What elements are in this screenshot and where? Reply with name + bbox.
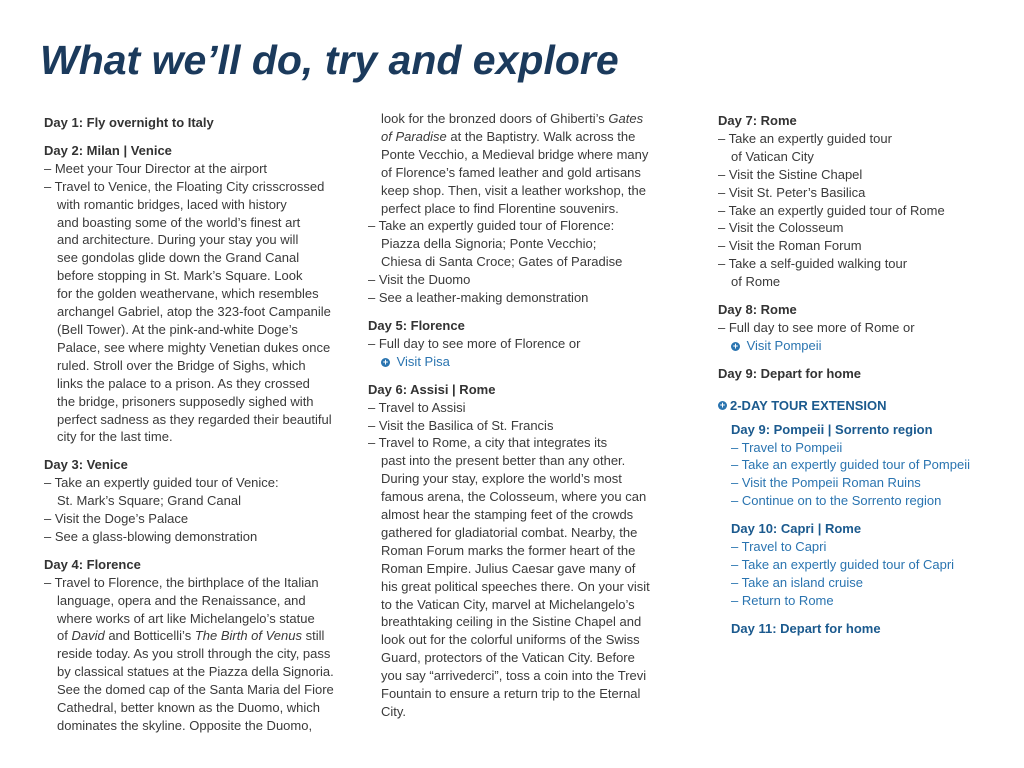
- itinerary-line: – Take an expertly guided tour of Rome: [718, 202, 945, 218]
- artwork-title: The Birth of Venus: [194, 628, 302, 644]
- itinerary-line: you say “arrivederci”, toss a coin into the Trevi: [381, 668, 647, 684]
- itinerary-line: perfect place to find Florentine souvenirs.: [381, 200, 619, 216]
- itinerary-line: with romantic bridges, laced with history: [57, 196, 287, 212]
- plus-circle-icon: +: [719, 400, 726, 411]
- itinerary-line: of Florence’s famed leather and gold artisans: [381, 164, 641, 180]
- artwork-title: Gates: [608, 111, 644, 126]
- itinerary-line: – Take an expertly guided tour: [718, 130, 892, 146]
- itinerary-column-2: [368, 110, 668, 721]
- artwork-title: of Paradise: [381, 128, 447, 144]
- extension-line: – Return to Rome: [731, 592, 834, 608]
- itinerary-line: – Visit the Sistine Chapel: [718, 166, 863, 182]
- plus-circle-icon: +: [732, 340, 739, 351]
- itinerary-line: – Full day to see more of Florence or: [368, 335, 581, 351]
- itinerary-line: Palace, see where mighty Venetian dukes once: [57, 339, 331, 355]
- itinerary-line: the bridge, prisoners supposedly sighed with: [57, 393, 314, 409]
- itinerary-line: – Visit the Basilica of St. Francis: [368, 417, 554, 433]
- itinerary-line: and boasting some of the world’s finest art: [57, 214, 301, 230]
- optional-excursion: [368, 353, 668, 371]
- tour-extension-heading: [718, 397, 998, 415]
- plus-circle-icon: +: [382, 356, 389, 367]
- itinerary-line: of Vatican City: [731, 148, 814, 164]
- itinerary-line: – Visit the Duomo: [368, 272, 471, 288]
- itinerary-line: – Travel to Rome, a city that integrates its: [368, 435, 608, 451]
- line-text: look for the bronzed doors of Ghiberti’s: [381, 111, 609, 126]
- itinerary-column-1: [44, 114, 359, 735]
- itinerary-line: city for the last time.: [57, 429, 173, 445]
- line-text: and Botticelli’s: [104, 628, 195, 644]
- itinerary-line: of Rome: [731, 274, 781, 290]
- day-heading: Day 9: Depart for home: [718, 365, 862, 381]
- itinerary-line: [368, 128, 668, 146]
- itinerary-line: keep shop. Then, visit a leather workshop, the: [381, 182, 646, 198]
- itinerary-line: During your stay, explore the world’s most: [381, 471, 622, 487]
- day-heading: Day 2: Milan | Venice: [44, 142, 172, 158]
- day-heading: Day 4: Florence: [44, 556, 141, 572]
- extension-line: – Take an expertly guided tour of Capri: [731, 556, 955, 572]
- itinerary-line: – Take a self-guided walking tour: [718, 256, 908, 272]
- line-text: still: [302, 628, 325, 644]
- itinerary-line: (Bell Tower). At the pink-and-white Doge’s: [57, 321, 298, 337]
- itinerary-line: to the Vatican City, marvel at Michelangelo’s: [381, 596, 635, 612]
- extension-line: – Take an island cruise: [731, 574, 864, 590]
- itinerary-line: perfect sadness as they regarded their beautiful: [57, 411, 332, 427]
- itinerary-line: breathtaking ceiling in the Sistine Chapel and: [381, 614, 642, 630]
- extension-day-heading: Day 10: Capri | Rome: [731, 521, 862, 537]
- itinerary-line: – Full day to see more of Rome or: [718, 319, 915, 335]
- itinerary-line: dominates the skyline. Opposite the Duomo,: [57, 718, 313, 733]
- itinerary-line: – Travel to Florence, the birthplace of the Italian: [44, 574, 319, 590]
- itinerary-line: Roman Forum marks the former heart of the: [381, 542, 636, 558]
- slide-title: What we’ll do, try and explore: [40, 37, 619, 83]
- itinerary-line: his great political speeches there. On your visit: [381, 578, 650, 594]
- tour-extension-label: 2-DAY TOUR EXTENSION: [730, 397, 887, 413]
- itinerary-line: ruled. Stroll over the Bridge of Sighs, which: [57, 357, 306, 373]
- itinerary-line: Cathedral, better known as the Duomo, which: [57, 700, 321, 716]
- itinerary-line: Guard, protectors of the Vatican City. Before: [381, 650, 635, 666]
- itinerary-line: Chiesa di Santa Croce; Gates of Paradise: [381, 254, 623, 270]
- day-heading: Day 7: Rome: [718, 113, 797, 128]
- itinerary-line: see gondolas glide down the Grand Canal: [57, 250, 300, 266]
- optional-excursion-label: Visit Pompeii: [743, 337, 822, 353]
- itinerary-column-3: [718, 112, 998, 638]
- day-heading: Day 3: Venice: [44, 457, 128, 473]
- itinerary-line: – Visit the Roman Forum: [718, 238, 862, 254]
- itinerary-line: almost hear the stamping feet of the crowds: [381, 507, 634, 523]
- itinerary-line: – Take an expertly guided tour of Florence:: [368, 218, 615, 234]
- itinerary-line: See the domed cap of the Santa Maria del Fiore: [57, 682, 334, 698]
- itinerary-line: language, opera and the Renaissance, and: [57, 592, 306, 608]
- itinerary-line: City.: [381, 704, 407, 719]
- itinerary-line: past into the present better than any other.: [381, 453, 626, 469]
- itinerary-line: – Meet your Tour Director at the airport: [44, 160, 268, 176]
- itinerary-line: – See a glass-blowing demonstration: [44, 528, 258, 544]
- itinerary-line: – Travel to Venice, the Floating City crisscrossed: [44, 178, 325, 194]
- extension-line: – Travel to Pompeii: [731, 439, 843, 455]
- itinerary-line: – Visit St. Peter’s Basilica: [718, 184, 866, 200]
- line-text: at the Baptistry. Walk across the: [446, 128, 636, 144]
- itinerary-line: look out for the colorful uniforms of the Swiss: [381, 632, 640, 648]
- extension-line: – Travel to Capri: [731, 539, 827, 555]
- itinerary-line: Piazza della Signoria; Ponte Vecchio;: [381, 236, 597, 252]
- artwork-title: David: [71, 628, 105, 644]
- day-heading: Day 5: Florence: [368, 317, 465, 333]
- day-heading: Day 1: Fly overnight to Italy: [44, 115, 214, 130]
- extension-line: – Take an expertly guided tour of Pompeii: [731, 457, 970, 473]
- itinerary-line: – Visit the Colosseum: [718, 220, 844, 236]
- extension-day-heading: Day 11: Depart for home: [731, 620, 881, 636]
- day-heading: Day 6: Assisi | Rome: [368, 381, 496, 397]
- itinerary-line: links the palace to a prison. As they crossed: [57, 375, 310, 391]
- optional-excursion: [718, 337, 998, 355]
- itinerary-line: – Visit the Doge’s Palace: [44, 511, 189, 527]
- itinerary-line: gathered for gladiatorial combat. Nearby, the: [381, 524, 638, 540]
- extension-line: – Visit the Pompeii Roman Ruins: [731, 475, 921, 491]
- itinerary-line: archangel Gabriel, atop the 323-foot Campanile: [57, 304, 331, 320]
- extension-line: – Continue on to the Sorrento region: [731, 493, 942, 509]
- day-heading: Day 8: Rome: [718, 302, 797, 318]
- extension-day-heading: Day 9: Pompeii | Sorrento region: [731, 421, 933, 437]
- itinerary-line: – See a leather-making demonstration: [368, 290, 589, 306]
- itinerary-line: for the golden weathervane, which resembles: [57, 286, 319, 302]
- itinerary-line: [44, 627, 359, 645]
- itinerary-line: famous arena, the Colosseum, where you can: [381, 489, 647, 505]
- itinerary-line: Fountain to ensure a return trip to the Eternal: [381, 686, 641, 702]
- line-text: of: [57, 628, 72, 644]
- itinerary-line: St. Mark’s Square; Grand Canal: [57, 493, 242, 509]
- itinerary-line: [368, 110, 668, 128]
- optional-excursion-label: Visit Pisa: [393, 353, 450, 369]
- itinerary-line: Ponte Vecchio, a Medieval bridge where many: [381, 146, 649, 162]
- itinerary-line: and architecture. During your stay you will: [57, 232, 299, 248]
- itinerary-line: reside today. As you stroll through the city, pass: [57, 646, 331, 662]
- itinerary-line: – Take an expertly guided tour of Venice:: [44, 475, 279, 491]
- itinerary-line: where works of art like Michelangelo’s statue: [57, 610, 315, 626]
- tour-extension-section: [731, 421, 998, 638]
- itinerary-line: by classical statues at the Piazza della Signoria.: [57, 664, 334, 680]
- itinerary-line: – Travel to Assisi: [368, 399, 466, 415]
- itinerary-line: Roman Empire. Julius Caesar gave many of: [381, 560, 636, 576]
- itinerary-line: before stopping in St. Mark’s Square. Look: [57, 268, 303, 284]
